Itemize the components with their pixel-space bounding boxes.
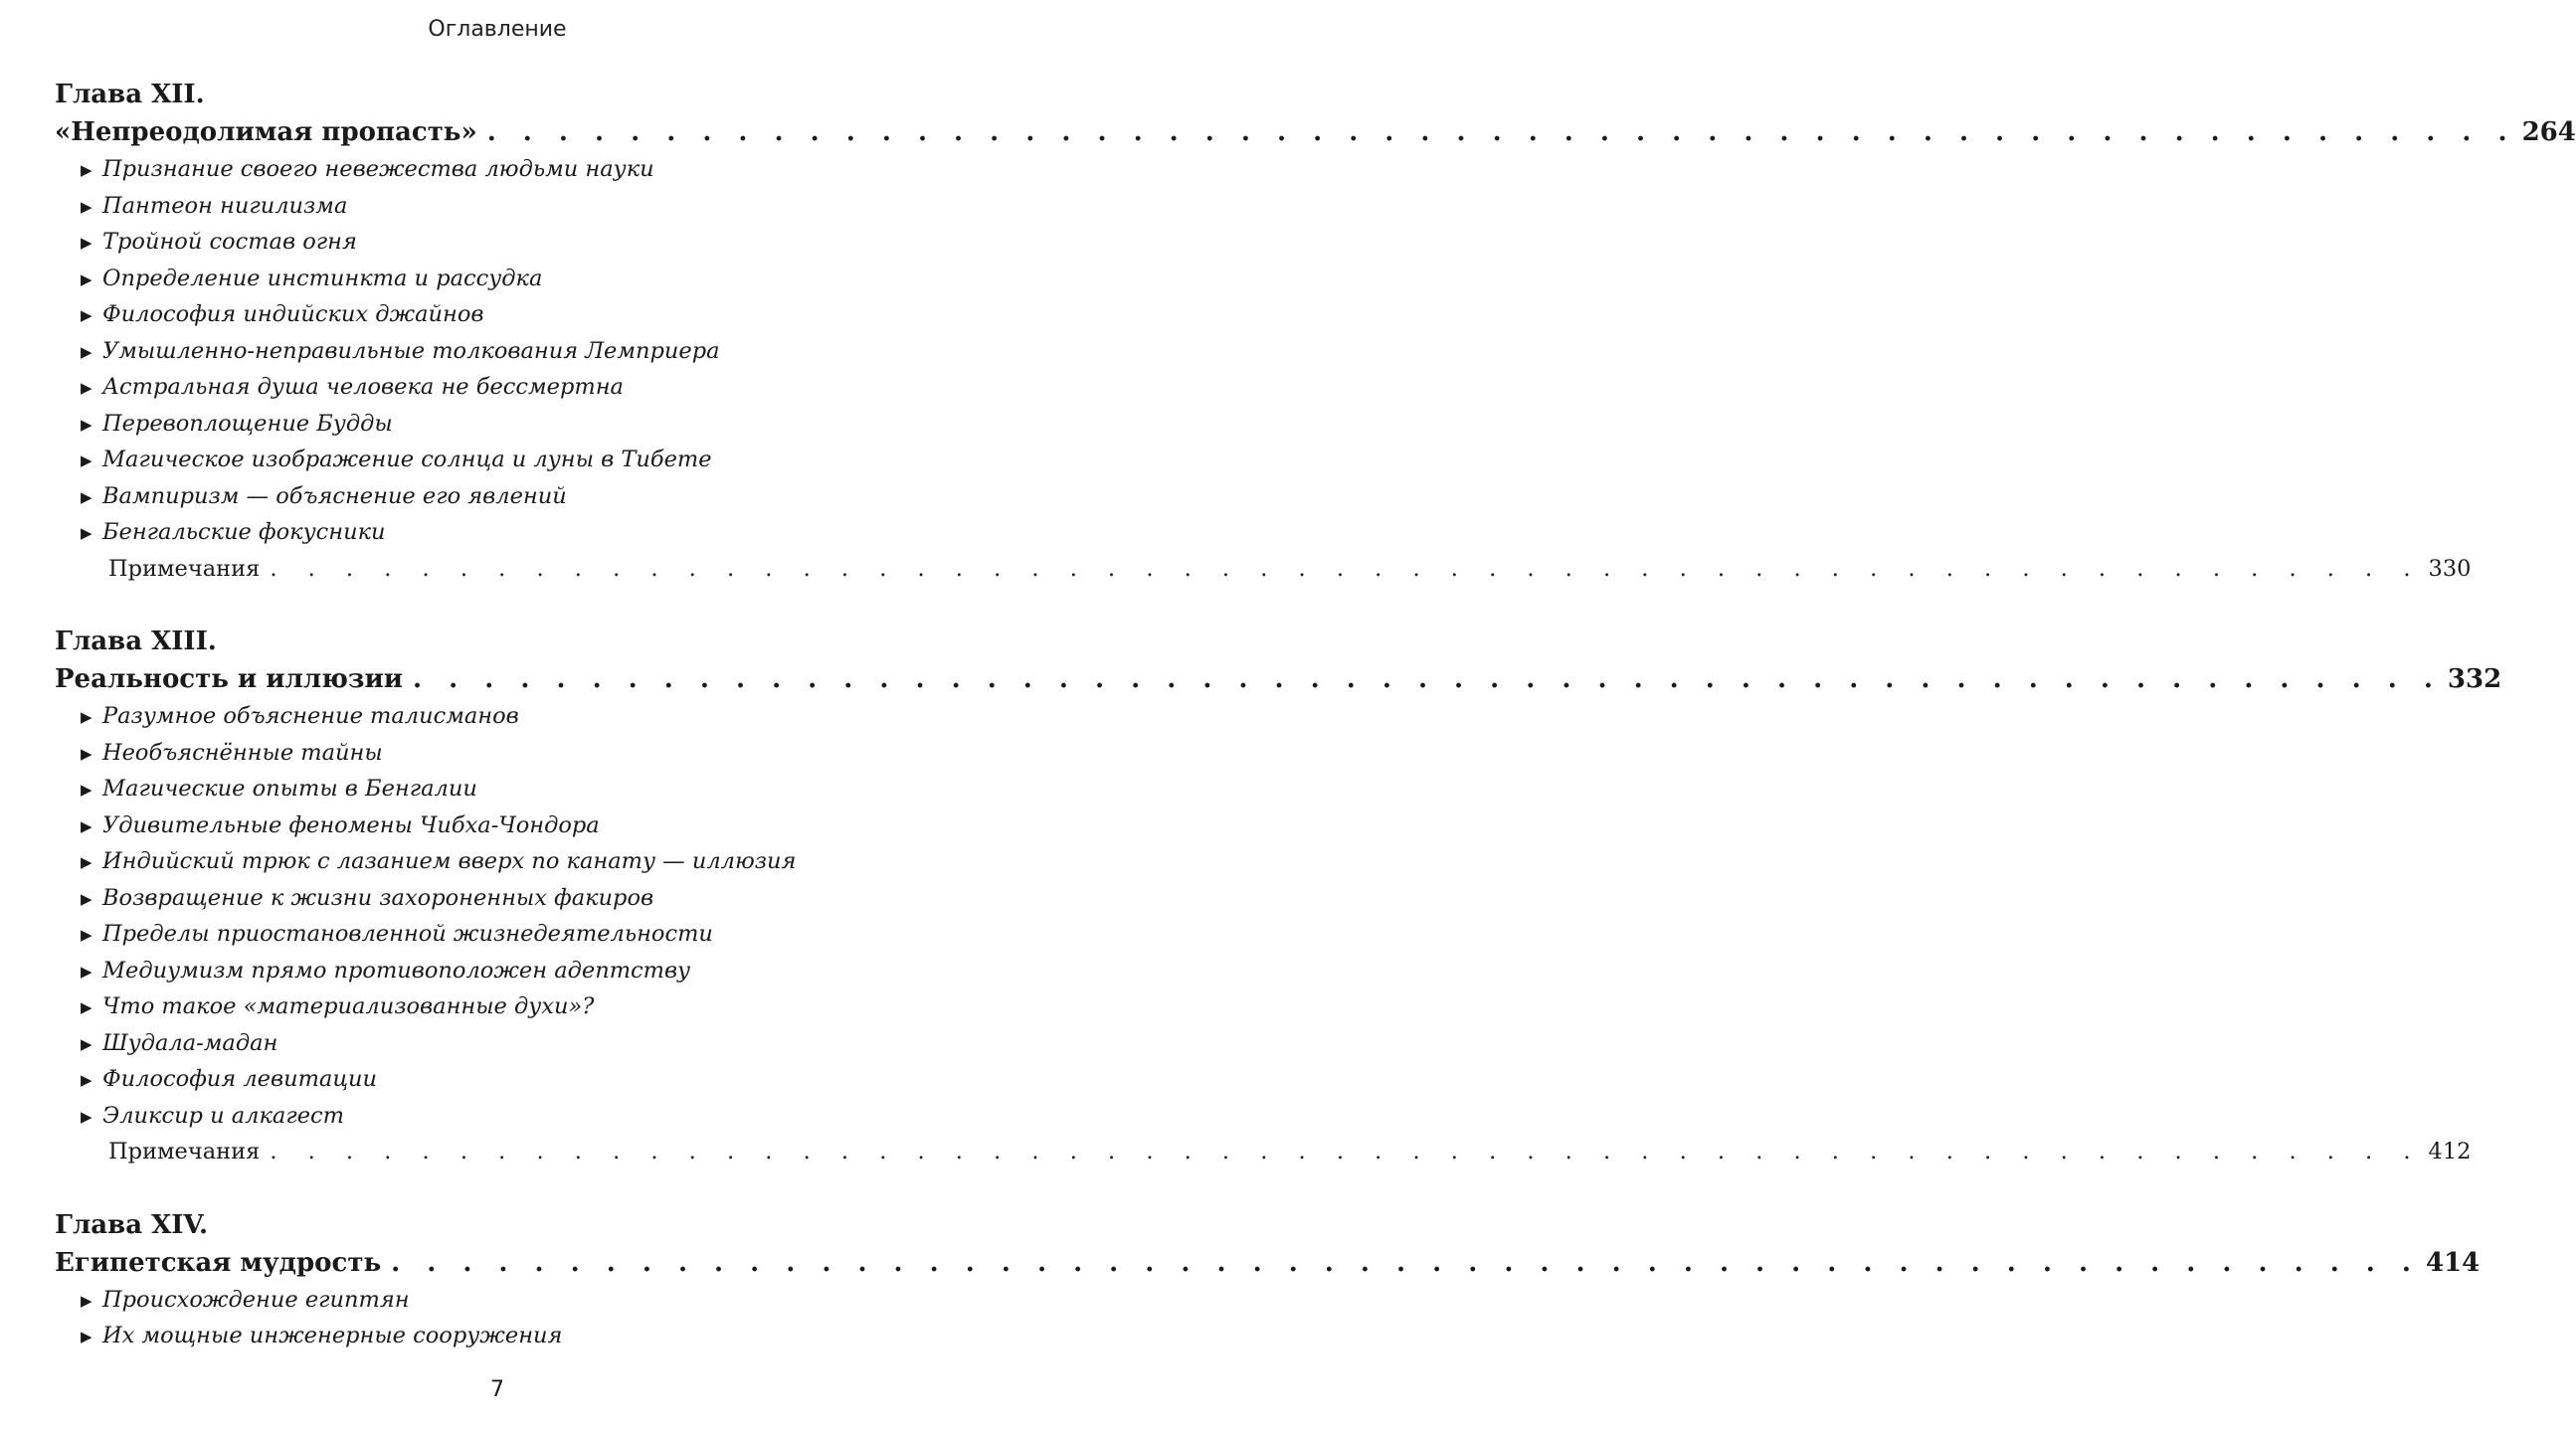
triangle-bullet-icon: ▶ <box>81 926 92 944</box>
chapter-title: «Непреодолимая пропасть» <box>55 117 477 147</box>
list-item <box>81 369 918 406</box>
triangle-bullet-icon: ▶ <box>81 451 92 469</box>
topic-text: Астральная душа человека не бессмертна <box>102 374 624 400</box>
list-item <box>81 916 918 953</box>
topic-text: Их мощные инженерные сооружения <box>102 1323 563 1348</box>
list-item <box>81 333 918 370</box>
triangle-bullet-icon: ▶ <box>81 1071 92 1089</box>
triangle-bullet-icon: ▶ <box>81 379 92 397</box>
list-item <box>81 953 918 989</box>
topic-text: Философия индийских джайнов <box>102 301 484 327</box>
chapter-12 <box>55 76 2576 587</box>
notes-label: Примечания <box>108 1139 261 1164</box>
chapter-label: Глава XIII. <box>55 627 217 656</box>
topic-text: Пантеон нигилизма <box>102 192 348 219</box>
topic-text: Что такое «материализованные духи»? <box>102 993 595 1019</box>
topic-text: Пределы приостановленной жизнедеятельности <box>102 921 713 947</box>
list-item <box>81 735 918 772</box>
dot-leader: . . . . . . . . . . . . . . . . . . . . . . . . . . . . . . . . . . . . . . . . . . . . . . . . . . . . . . . . . <box>391 1247 2420 1278</box>
topic-text: Необъяснённые тайны <box>102 739 383 766</box>
topic-text: Философия левитации <box>102 1066 377 1092</box>
running-head: Оглавление <box>428 17 567 42</box>
chapter-13 <box>55 623 2502 1170</box>
triangle-bullet-icon: ▶ <box>81 1328 92 1345</box>
topic-text: Происхождение египтян <box>102 1286 410 1313</box>
triangle-bullet-icon: ▶ <box>81 234 92 252</box>
chapter-title-entry[interactable] <box>55 660 2502 698</box>
triangle-bullet-icon: ▶ <box>81 269 92 288</box>
topic-text: Перевоплощение Будды <box>102 410 393 437</box>
list-item <box>81 1318 918 1354</box>
list-item <box>81 188 918 225</box>
page-number: 330 <box>2428 555 2472 582</box>
topic-text: Бенгальские фокусники <box>102 519 386 545</box>
notes-label: Примечания <box>108 555 261 582</box>
page-number: 332 <box>2447 664 2502 694</box>
topic-text: Определение инстинкта и рассудка <box>102 265 543 291</box>
triangle-bullet-icon: ▶ <box>81 342 92 361</box>
dot-leader: . . . . . . . . . . . . . . . . . . . . . . . . . . . . . . . . . . . . . . . . . . . . . . . . . . . . . . . . . <box>413 664 2442 694</box>
section-spacer <box>55 1170 918 1206</box>
chapter-title-entry[interactable] <box>55 113 2576 151</box>
list-item <box>81 771 918 807</box>
topic-text: Вампиризм — объяснение его явлений <box>102 482 567 509</box>
chapter-title: Египетская мудрость <box>55 1247 382 1278</box>
list-item <box>81 224 918 261</box>
page-number: 412 <box>2428 1139 2472 1164</box>
list-item <box>81 514 918 551</box>
topic-text: Шудала-мадан <box>102 1029 278 1056</box>
topic-text: Магические опыты в Бенгалии <box>102 776 477 802</box>
topic-text: Удивительные феномены Чибха-Чондора <box>102 811 600 838</box>
topic-text: Индийский трюк с лазанием вверх по канату — иллюзия <box>102 848 797 874</box>
list-item <box>81 1282 918 1319</box>
topic-text: Магическое изображение солнца и луны в Тибете <box>102 447 712 472</box>
list-item <box>81 988 918 1025</box>
topic-text: Эликсир и алкагест <box>102 1102 344 1129</box>
triangle-bullet-icon: ▶ <box>81 197 92 216</box>
list-item <box>81 406 918 443</box>
list-item <box>81 807 918 844</box>
triangle-bullet-icon: ▶ <box>81 1291 92 1310</box>
dot-leader: . . . . . . . . . . . . . . . . . . . . . . . . . . . . . . . . . . . . . . . . . . . . . . . . . . . . . . . . . <box>270 1139 2423 1164</box>
triangle-bullet-icon: ▶ <box>81 998 92 1016</box>
triangle-bullet-icon: ▶ <box>81 524 92 542</box>
page-number: 414 <box>2425 1247 2481 1278</box>
triangle-bullet-icon: ▶ <box>81 781 92 799</box>
triangle-bullet-icon: ▶ <box>81 744 92 763</box>
list-item <box>81 442 918 478</box>
triangle-bullet-icon: ▶ <box>81 1034 92 1053</box>
notes-entry[interactable] <box>55 1134 2472 1170</box>
triangle-bullet-icon: ▶ <box>81 708 92 726</box>
page-folio: 7 <box>490 1377 504 1402</box>
triangle-bullet-icon: ▶ <box>81 889 92 908</box>
list-item <box>81 1025 918 1062</box>
triangle-bullet-icon: ▶ <box>81 306 92 324</box>
list-item <box>81 478 918 515</box>
triangle-bullet-icon: ▶ <box>81 415 92 434</box>
list-item <box>81 880 918 917</box>
triangle-bullet-icon: ▶ <box>81 853 92 871</box>
triangle-bullet-icon: ▶ <box>81 487 92 506</box>
notes-entry[interactable] <box>55 551 2472 588</box>
topic-text: Умышленно-неправильные толкования Лемприера <box>102 337 720 364</box>
triangle-bullet-icon: ▶ <box>81 161 92 179</box>
chapter-label: Глава XII. <box>55 80 205 109</box>
topic-list <box>55 1282 918 1354</box>
list-item <box>81 1061 918 1098</box>
list-item <box>81 843 918 880</box>
topic-list <box>55 698 918 1134</box>
triangle-bullet-icon: ▶ <box>81 816 92 835</box>
topic-text: Тройной состав огня <box>102 229 357 255</box>
list-item <box>81 698 918 735</box>
triangle-bullet-icon: ▶ <box>81 1107 92 1126</box>
list-item <box>81 151 918 188</box>
topic-text: Медиумизм прямо противоположен адептству <box>102 957 691 984</box>
chapter-label: Глава XIV. <box>55 1209 209 1240</box>
list-item <box>81 261 918 297</box>
dot-leader: . . . . . . . . . . . . . . . . . . . . . . . . . . . . . . . . . . . . . . . . . . . . . . . . . . . . . . . . . <box>486 117 2516 147</box>
page-number: 264 <box>2521 117 2576 147</box>
table-of-contents <box>55 76 2576 1354</box>
chapter-title-entry[interactable] <box>55 1244 2481 1282</box>
section-spacer <box>55 587 918 623</box>
dot-leader: . . . . . . . . . . . . . . . . . . . . . . . . . . . . . . . . . . . . . . . . . . . . . . . . . . . . . . . . . <box>270 555 2423 582</box>
list-item <box>81 1098 918 1135</box>
topic-text: Возвращение к жизни захороненных факиров <box>102 884 654 911</box>
topic-text: Разумное объяснение талисманов <box>102 703 519 729</box>
topic-list <box>55 151 918 551</box>
list-item <box>81 296 918 333</box>
triangle-bullet-icon: ▶ <box>81 962 92 981</box>
chapter-14 <box>55 1206 2481 1354</box>
topic-text: Признание своего невежества людьми науки <box>102 156 654 182</box>
chapter-title: Реальность и иллюзии <box>55 664 404 694</box>
